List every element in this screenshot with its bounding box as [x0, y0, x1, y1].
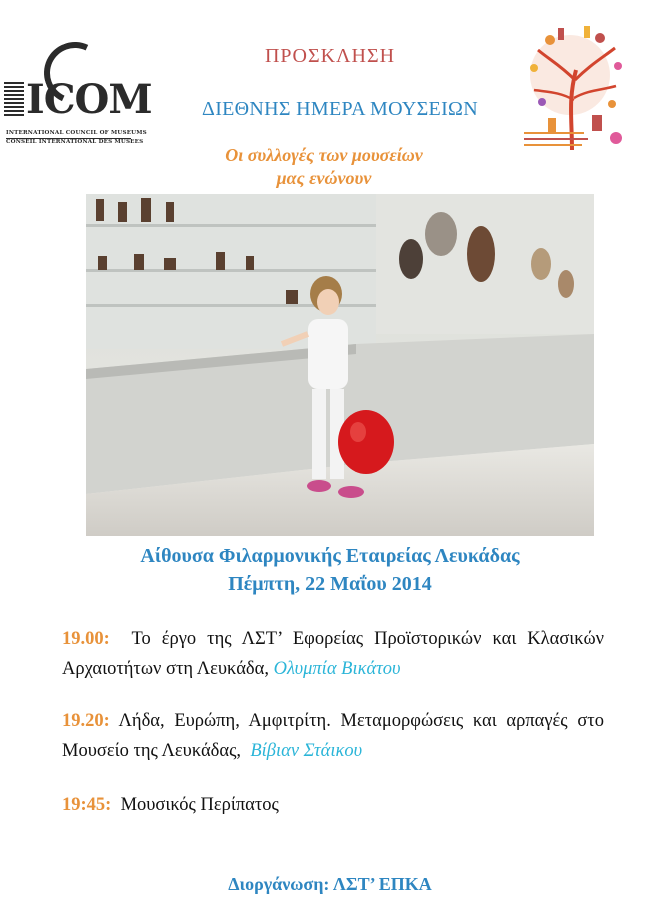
program-item	[62, 624, 604, 684]
invitation-title: ΠΡΟΣΚΛΗΣΗ	[264, 45, 396, 67]
program-speaker: Ολυμπία Βικάτου	[273, 659, 401, 679]
theme-line-1: Οι συλλογές των μουσείων	[225, 145, 423, 165]
international-museum-day-title: ΔΙΕΘΝΗΣ ΗΜΕΡΑ ΜΟΥΣΕΙΩΝ	[202, 98, 478, 120]
program-text: Μουσικός Περίπατος	[120, 795, 279, 815]
icom-subtitle-fr: CONSEIL INTERNATIONAL DES MUSEES	[6, 139, 144, 145]
program-speaker: Βίβιαν Στάικου	[250, 741, 363, 761]
program-text: Το έργο της ΛΣΤ’ Εφορείας Προϊστορικών και Κλασικών Αρχαιοτήτων στη Λευκάδα,	[62, 629, 604, 679]
theme-line-2: μας ενώνουν	[276, 168, 372, 188]
icom-subtitle-en: INTERNATIONAL COUNCIL OF MUSEUMS	[6, 130, 147, 136]
museum-day-tree-logo-icon	[520, 20, 632, 162]
program-item	[62, 790, 604, 820]
program-time: 19.00:	[62, 629, 110, 649]
program-text: Λήδα, Ευρώπη, Αμφιτρίτη. Μεταμορφώσεις και αρπαγές στο Μουσείο της Λευκάδας,	[62, 711, 604, 761]
program-time: 19.20:	[62, 711, 110, 731]
event-venue: Αίθουσα Φιλαρμονικής Εταιρείας Λευκάδας	[140, 545, 520, 567]
program-time: 19:45:	[62, 795, 112, 815]
museum-child-with-balloon-photo	[86, 194, 594, 536]
program-item	[62, 706, 604, 766]
event-date: Πέμπτη, 22 Μαΐου 2014	[228, 573, 432, 595]
icom-wordmark: ICOM	[26, 76, 152, 123]
organizer: Διοργάνωση: ΛΣΤ’ ΕΠΚΑ	[228, 874, 432, 894]
